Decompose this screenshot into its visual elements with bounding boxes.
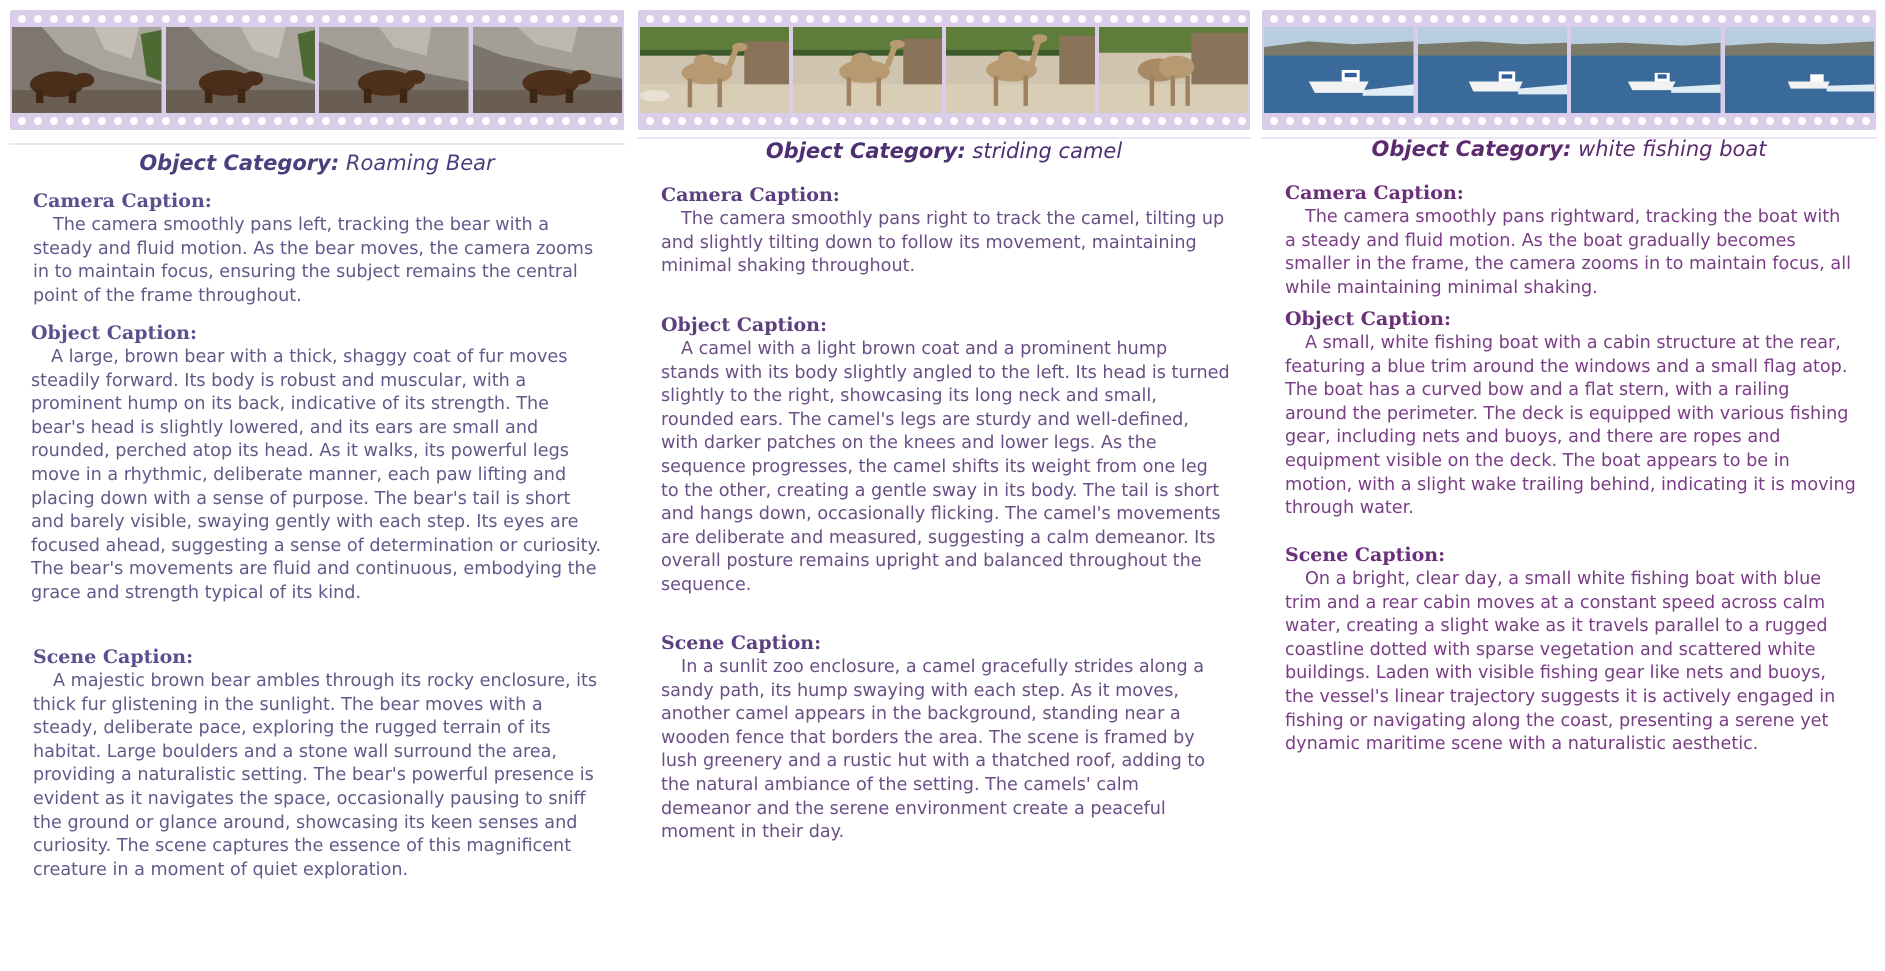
video-frame (1418, 27, 1568, 113)
camera-caption-section (33, 188, 604, 308)
object-caption-section (31, 320, 604, 606)
video-frame (1264, 27, 1414, 113)
object-caption-heading: Object Caption: (31, 322, 197, 344)
video-frame (473, 27, 623, 113)
video-frame (946, 27, 1095, 113)
object-category-value: Roaming Bear (345, 151, 495, 175)
camera-caption-text: The camera smoothly pans right to track the camel, tilting up and slightly tilting down to follow its movement, maintaining minimal shaking throughout. (661, 209, 1225, 277)
object-caption-section (1285, 306, 1856, 521)
object-category-label: Object Category: (1371, 137, 1572, 161)
object-caption-text: A camel with a light brown coat and a prominent hump stands with its body slightly angled to the left. Its head is turned slightly to the right, showcasing its long neck and small, rounded ears. The camel's legs are sturdy and well-defined, with darker patches on the knees and lower legs. As the sequence progresses, the camel shifts its weight from one leg to the other, creating a gentle sway in its body. The tail is short and hangs down, occasionally flicking. The camel's movements are deliberate and measured, suggesting a calm demeanor. Its overall posture remains upright and balanced throughout the sequence. (661, 339, 1230, 595)
object-caption-text: A large, brown bear with a thick, shaggy coat of fur moves steadily forward. Its body is robust and muscular, with a prominent hump on its back, indicative of its strength. The bear's head is slightly lowered, and its ears are small and rounded, perched atop its head. As it walks, its powerful legs move in a rhythmic, deliberate manner, each paw lifting and placing down with a sense of purpose. The bear's tail is short and barely visible, swaying gently with each step. Its eyes are focused ahead, suggesting a sense of determination or curiosity. The bear's movements are fluid and continuous, embodying the grace and strength typical of its kind. (31, 347, 602, 603)
film-strip (10, 10, 624, 130)
scene-caption-heading: Scene Caption: (1285, 544, 1446, 566)
camera-caption-text: The camera smoothly pans rightward, tracking the boat with a steady and fluid motion. As the boat gradually becomes smaller in the frame, the camera zooms in to maintain focus, all while maintaining minimal shaking. (1285, 207, 1851, 298)
scene-caption-section (661, 630, 1230, 845)
film-sprockets-bottom (1262, 114, 1876, 128)
camera-caption-text: The camera smoothly pans left, tracking the bear with a steady and fluid motion. As the bear moves, the camera zooms in to maintain focus, ensuring the subject remains the central point of the frame throughout. (33, 215, 594, 306)
object-caption-section (661, 312, 1230, 598)
film-sprockets-top (638, 12, 1250, 26)
camera-caption-heading: Camera Caption: (661, 184, 840, 206)
object-category-label: Object Category: (139, 151, 340, 175)
object-category-label: Object Category: (765, 139, 966, 163)
object-category-value: white fishing boat (1578, 137, 1767, 161)
film-sprockets-bottom (638, 114, 1250, 128)
video-frame (12, 27, 162, 113)
film-strip (1262, 10, 1876, 130)
film-sprockets-top (10, 12, 624, 26)
scene-caption-text: On a bright, clear day, a small white fishing boat with blue trim and a rear cabin moves at a constant speed across calm water, creating a slight wake as it travels parallel to a rugged coastline dotted with sparse vegetation and scattered white buildings. Laden with visible fishing gear like nets and buoys, the vessel's linear trajectory suggests it is actively engaged in fishing or navigating along the coast, presenting a serene yet dynamic maritime scene with a naturalistic aesthetic. (1285, 569, 1836, 755)
film-strip (638, 10, 1250, 130)
video-frame (319, 27, 469, 113)
video-frame (640, 27, 789, 113)
scene-caption-section (33, 644, 604, 882)
scene-caption-text: In a sunlit zoo enclosure, a camel gracefully strides along a sandy path, its hump swaying with each step. As it moves, another camel appears in the background, standing near a wooden fence that borders the area. The scene is framed by lush greenery and a rustic hut with a thatched roof, adding to the natural ambiance of the setting. The camels' calm demeanor and the serene environment create a peaceful moment in their day. (661, 657, 1206, 843)
object-category-title (1262, 134, 1876, 164)
scene-caption-heading: Scene Caption: (33, 646, 194, 668)
scene-caption-section (1285, 542, 1856, 757)
video-frame (166, 27, 316, 113)
video-frame (793, 27, 942, 113)
object-caption-text: A small, white fishing boat with a cabin structure at the rear, featuring a blue trim around the windows and a small flag atop. The boat has a curved bow and a flat stern, with a railing around the perimeter. The deck is equipped with various fishing gear, including nets and buoys, and there are ropes and equipment visible on the deck. The boat appears to be in motion, with a slight wake trailing behind, indicating it is moving through water. (1285, 333, 1856, 519)
object-caption-heading: Object Caption: (661, 314, 827, 336)
video-frame (1725, 27, 1875, 113)
camera-caption-section (661, 182, 1230, 279)
camera-caption-section (1285, 180, 1856, 300)
film-sprockets-bottom (10, 114, 624, 128)
video-frame (1571, 27, 1721, 113)
film-sprockets-top (1262, 12, 1876, 26)
object-category-title (638, 136, 1250, 166)
scene-caption-heading: Scene Caption: (661, 632, 822, 654)
object-caption-heading: Object Caption: (1285, 308, 1451, 330)
video-frame (1099, 27, 1248, 113)
scene-caption-text: A majestic brown bear ambles through its rocky enclosure, its thick fur glistening in the sunlight. The bear moves with a steady, deliberate pace, exploring the rugged terrain of its habitat. Large boulders and a stone wall surround the area, providing a naturalistic setting. The bear's powerful presence is evident as it navigates the space, occasionally pausing to sniff the ground or glance around, showcasing its keen senses and curiosity. The scene captures the essence of this magnificent creature in a moment of quiet exploration. (33, 671, 598, 880)
camera-caption-heading: Camera Caption: (33, 190, 212, 212)
object-category-title (10, 148, 624, 178)
camera-caption-heading: Camera Caption: (1285, 182, 1464, 204)
object-category-value: striding camel (972, 139, 1123, 163)
